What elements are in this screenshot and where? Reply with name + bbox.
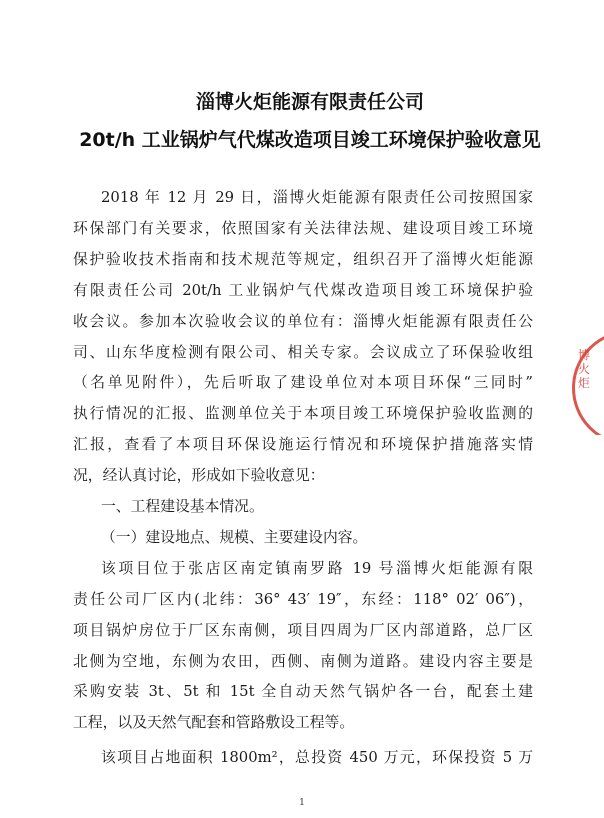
company-seal: [572, 330, 604, 435]
paragraph-line: 工程，以及天然气配套和管路敷设工程等。: [73, 714, 355, 732]
paragraph-line: 该项目位于张店区南定镇南罗路 19 号淄博火炬能源有限: [101, 559, 533, 577]
paragraph-line: 收会议。参加本次验收会议的单位有：淄博火炬能源有限责任公: [73, 312, 533, 330]
paragraph-line: 保护验收技术指南和技术规范等规定，组织召开了淄博火炬能源: [73, 250, 533, 268]
subsection-heading: （一）建设地点、规模、主要建设内容。: [101, 528, 368, 546]
paragraph-line: 采购安装 3t、5t 和 15t 全自动天然气锅炉各一台，配套土建: [73, 683, 533, 701]
paragraph-line: 司、山东华度检测有限公司、相关专家。会议成立了环保验收组: [73, 343, 533, 361]
paragraph-line: （名单见附件），先后听取了建设单位对本项目环保“三同时”: [73, 374, 533, 392]
paragraph-line: 责任公司厂区内(北纬：36° 43′ 19″，东经：118° 02′ 06″)，: [73, 590, 533, 608]
section-heading: 一、工程建设基本情况。: [101, 498, 264, 515]
document-title-company: 淄博火炬能源有限责任公司: [195, 91, 424, 113]
page-number: 1: [299, 798, 305, 808]
document-title-project: 20t/h 工业锅炉气代煤改造项目竣工环境保护验收意见: [79, 129, 541, 151]
paragraph-line: 2018 年 12 月 29 日，淄博火炬能源有限责任公司按照国家: [101, 189, 533, 206]
seal-text: 博火炬: [578, 348, 591, 390]
paragraph-line: 有限责任公司 20t/h 工业锅炉气代煤改造项目竣工环境保护验: [73, 281, 533, 299]
paragraph-line: 况，经认真讨论，形成如下验收意见：: [73, 467, 325, 485]
paragraph-line: 北侧为空地，东侧为农田，西侧、南侧为道路。建设内容主要是: [73, 652, 533, 670]
paragraph-line: 环保部门有关要求，依照国家有关法律法规、建设项目竣工环境: [73, 219, 533, 237]
paragraph-line: 汇报，查看了本项目环保设施运行情况和环境保护措施落实情: [73, 436, 533, 454]
paragraph-line: 执行情况的汇报、监测单位关于本项目竣工环境保护验收监测的: [73, 405, 533, 423]
paragraph-line: 该项目占地面积 1800m²，总投资 450 万元，环保投资 5 万: [101, 749, 533, 767]
paragraph-line: 项目锅炉房位于厂区东南侧，项目四周为厂区内部道路，总厂区: [73, 621, 533, 639]
